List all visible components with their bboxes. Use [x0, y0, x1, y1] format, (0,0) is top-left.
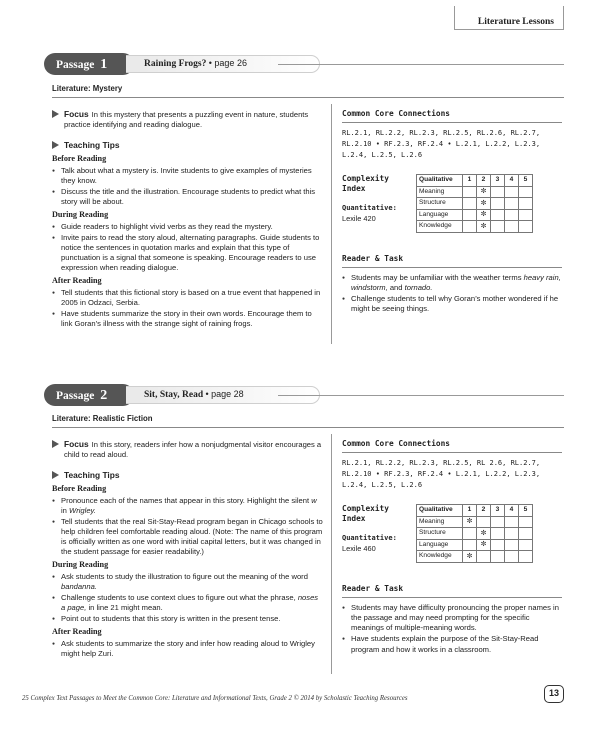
rating-cell [491, 539, 505, 551]
list-item: ● Point out to students that this story is written in the present tense. [52, 614, 324, 624]
table-header-row [417, 175, 533, 187]
rating-mark-icon: ✼ [480, 211, 487, 219]
rating-cell [463, 528, 477, 540]
rating-column-header: 4 [505, 175, 519, 187]
qualitative-row-label: Meaning [417, 186, 463, 198]
list-item: ● Ask students to summarize the story and infer how reading aloud to Wrigley might help Zuri. [52, 639, 324, 659]
rating-cell [477, 198, 491, 210]
after-reading-heading: After Reading [52, 627, 102, 637]
qualitative-row-label: Structure [417, 198, 463, 210]
rating-cell [477, 551, 491, 563]
section-header-title: Literature Lessons [477, 17, 554, 27]
rating-column-header: 3 [491, 175, 505, 187]
during-reading-list [52, 222, 324, 273]
list-item: ● Challenge students to use context clues to figure out what the phrase, noses a page, in line 21 might mean. [52, 593, 324, 613]
reader-task-heading: Reader & Task [342, 584, 562, 598]
during-reading-list [52, 572, 324, 624]
list-item: ● Have students explain the purpose of the Sit-Stay-Read program and how it works in a classroom. [342, 634, 562, 654]
passage-2-left-column [52, 439, 324, 660]
rating-cell [463, 551, 477, 563]
complexity-index-label: Complexity Index [342, 174, 389, 193]
qualitative-header: Qualitative [417, 505, 463, 517]
rating-column-header: 5 [519, 505, 533, 517]
rating-cell [491, 528, 505, 540]
table-row [417, 528, 533, 540]
rating-column-header: 2 [477, 505, 491, 517]
rating-column-header: 5 [519, 175, 533, 187]
list-item: ● Ask students to study the illustration to figure out the meaning of the word bandanna. [52, 572, 324, 592]
triangle-right-icon [52, 141, 59, 149]
rating-cell [477, 209, 491, 221]
passage-1-genre-rule [52, 97, 564, 98]
rating-cell [491, 186, 505, 198]
rating-cell [477, 186, 491, 198]
rating-cell [519, 186, 533, 198]
passage-2-genre: Literature: Realistic Fiction [52, 414, 153, 423]
rating-cell [463, 198, 477, 210]
rating-column-header: 4 [505, 505, 519, 517]
common-core-standards: RL.2.1, RL.2.2, RL.2.3, RL.2.5, RL 2.6, RL.2.7, RL.2.10 • RF.2.3, RF.2.4 • L.2.1, L.2.2, L.2.3, L.2.4, L.2.5, L.2.6 [342, 459, 541, 489]
qualitative-row-label: Language [417, 539, 463, 551]
complexity-index-label: Complexity Index [342, 504, 389, 523]
before-reading-heading: Before Reading [52, 484, 107, 494]
passage-1-rule [278, 64, 564, 65]
during-reading-heading: During Reading [52, 210, 109, 220]
rating-cell [463, 209, 477, 221]
before-reading-list [52, 166, 324, 207]
table-row [417, 516, 533, 528]
reader-task-list [342, 273, 562, 314]
rating-mark-icon: ✼ [466, 518, 473, 526]
lexile-value: Lexile 460 [342, 544, 376, 554]
after-reading-list [52, 639, 324, 659]
rating-cell [477, 539, 491, 551]
passage-2-pill: Passage 2 [44, 384, 134, 406]
common-core-standards: RL.2.1, RL.2.2, RL.2.3, RL.2.5, RL.2.6, RL.2.7, RL.2.10 • RF.2.3, RF.2.4 • L.2.1, L.2.2, L.2.3, L.2.4, L.2.5, L.2.6 [342, 129, 541, 159]
rating-cell [491, 516, 505, 528]
qualitative-header: Qualitative [417, 175, 463, 187]
rating-cell [505, 528, 519, 540]
qualitative-table [416, 504, 533, 563]
rating-cell [477, 221, 491, 233]
reader-task-list [342, 603, 562, 654]
rating-cell [491, 551, 505, 563]
table-row [417, 198, 533, 210]
rating-cell [477, 528, 491, 540]
rating-mark-icon: ✼ [480, 188, 487, 196]
rating-cell [505, 539, 519, 551]
list-item: ● Students may have difficulty pronouncing the proper names in the passage and may need prompting for the specific meanings of multiple-meaning words. [342, 603, 562, 633]
table-header-row [417, 505, 533, 517]
rating-cell [477, 516, 491, 528]
after-reading-heading: After Reading [52, 276, 102, 285]
qualitative-row-label: Knowledge [417, 551, 463, 563]
passage-2-column-divider [331, 434, 332, 674]
qualitative-table [416, 174, 533, 233]
footer-citation: 25 Complex Text Passages to Meet the Common Core: Literature and Informational Texts, Grade 2 © 2014 by Scholastic Teaching Resources [22, 695, 408, 702]
table-row [417, 539, 533, 551]
common-core-heading: Common Core Connections [342, 109, 562, 123]
triangle-right-icon [52, 471, 59, 479]
qualitative-row-label: Meaning [417, 516, 463, 528]
complexity-index [342, 504, 562, 576]
during-reading-heading: During Reading [52, 560, 109, 570]
focus-label: Focus [64, 439, 89, 449]
qualitative-row-label: Knowledge [417, 221, 463, 233]
passage-1-column-divider [331, 104, 332, 344]
rating-cell [519, 539, 533, 551]
rating-mark-icon: ✼ [480, 199, 487, 207]
table-row [417, 551, 533, 563]
lexile-value: Lexile 420 [342, 214, 376, 224]
list-item: ● Pronounce each of the names that appear in this story. Highlight the silent w in Wrigley. [52, 496, 324, 516]
before-reading-list [52, 496, 324, 557]
rating-column-header: 1 [463, 505, 477, 517]
rating-cell [505, 186, 519, 198]
qualitative-row-label: Language [417, 209, 463, 221]
list-item: ● Students may be unfamiliar with the weather terms heavy rain, windstorm, and tornado. [342, 273, 562, 293]
list-item: ● Talk about what a mystery is. Invite students to give examples of mysteries they know. [52, 166, 324, 186]
passage-2-teaching-tips-heading: Teaching Tips [52, 470, 324, 481]
passage-1-focus [52, 109, 324, 130]
rating-column-header: 1 [463, 175, 477, 187]
list-item: ● Invite pairs to read the story aloud, alternating paragraphs. Guide students to notice the sentences in quotation marks and explain that this type of punctuation is a signal that someone is speaking. Encourage readers to use expression when reading dialogue. [52, 233, 324, 273]
list-item: ● Tell students that this fictional story is based on a true event that happened in 2005 in Odzaci, Serbia. [52, 288, 324, 308]
rating-mark-icon: ✼ [480, 222, 487, 230]
after-reading-list [52, 288, 324, 329]
page-number: 13 [544, 685, 564, 703]
rating-cell [463, 186, 477, 198]
rating-cell [519, 516, 533, 528]
list-item: ● Guide readers to highlight vivid verbs as they read the mystery. [52, 222, 324, 232]
passage-1-right-column [342, 109, 562, 316]
list-item: ● Tell students that the real Sit-Stay-Read program began in Chicago schools to help children feel comfortable reading aloud. (Note: The name of this program is officially written as one word with initial capital letters, but it was changed in the student passage for easier readability.) [52, 517, 324, 557]
passage-1-teaching-tips-heading: Teaching Tips [52, 140, 324, 151]
passage-2-banner [44, 384, 278, 406]
rating-cell [491, 221, 505, 233]
rating-mark-icon: ✼ [466, 552, 473, 560]
list-item: ● Have students summarize the story in their own words. Encourage them to link Goran’s illness with the strange sight of raining frogs. [52, 309, 324, 329]
passage-1-left-column [52, 109, 324, 330]
rating-cell [463, 516, 477, 528]
rating-cell [491, 209, 505, 221]
qualitative-row-label: Structure [417, 528, 463, 540]
rating-cell [505, 198, 519, 210]
table-row [417, 221, 533, 233]
rating-cell [505, 221, 519, 233]
rating-cell [519, 209, 533, 221]
table-row [417, 186, 533, 198]
rating-cell [505, 516, 519, 528]
rating-cell [463, 539, 477, 551]
passage-2-rule [278, 395, 564, 396]
focus-label: Focus [64, 109, 89, 119]
passage-2-title: Sit, Stay, Read • page 28 [144, 389, 244, 400]
list-item: ● Discuss the title and the illustration. Encourage students to predict what this story will be about. [52, 187, 324, 207]
complexity-index [342, 174, 562, 246]
list-item: ● Challenge students to tell why Goran’s mother wondered if he might be seeing things. [342, 294, 562, 314]
rating-cell [519, 198, 533, 210]
triangle-right-icon [52, 110, 59, 118]
table-row [417, 209, 533, 221]
rating-cell [491, 198, 505, 210]
passage-1-title: Raining Frogs? • page 26 [144, 58, 247, 69]
rating-cell [505, 209, 519, 221]
triangle-right-icon [52, 440, 59, 448]
passage-2-genre-rule [52, 427, 564, 428]
quantitative-label: Quantitative: [342, 534, 397, 543]
rating-mark-icon: ✼ [480, 541, 487, 549]
before-reading-heading: Before Reading [52, 154, 107, 164]
rating-cell [519, 551, 533, 563]
rating-column-header: 2 [477, 175, 491, 187]
rating-cell [519, 528, 533, 540]
rating-cell [505, 551, 519, 563]
rating-cell [463, 221, 477, 233]
rating-cell [519, 221, 533, 233]
passage-1-genre: Literature: Mystery [52, 84, 123, 93]
passage-2-right-column [342, 439, 562, 656]
passage-1-pill: Passage 1 [44, 53, 134, 75]
rating-column-header: 3 [491, 505, 505, 517]
common-core-heading: Common Core Connections [342, 439, 562, 453]
focus-text: In this mystery that presents a puzzling event in nature, students practice identifying and reading dialogue. [64, 110, 309, 130]
focus-text: In this story, readers infer how a nonjudgmental visitor encourages a child to read aloud. [64, 440, 322, 460]
rating-mark-icon: ✼ [480, 529, 487, 537]
quantitative-label: Quantitative: [342, 204, 397, 213]
passage-2-focus [52, 439, 324, 460]
passage-1-banner [44, 53, 278, 75]
reader-task-heading: Reader & Task [342, 254, 562, 268]
